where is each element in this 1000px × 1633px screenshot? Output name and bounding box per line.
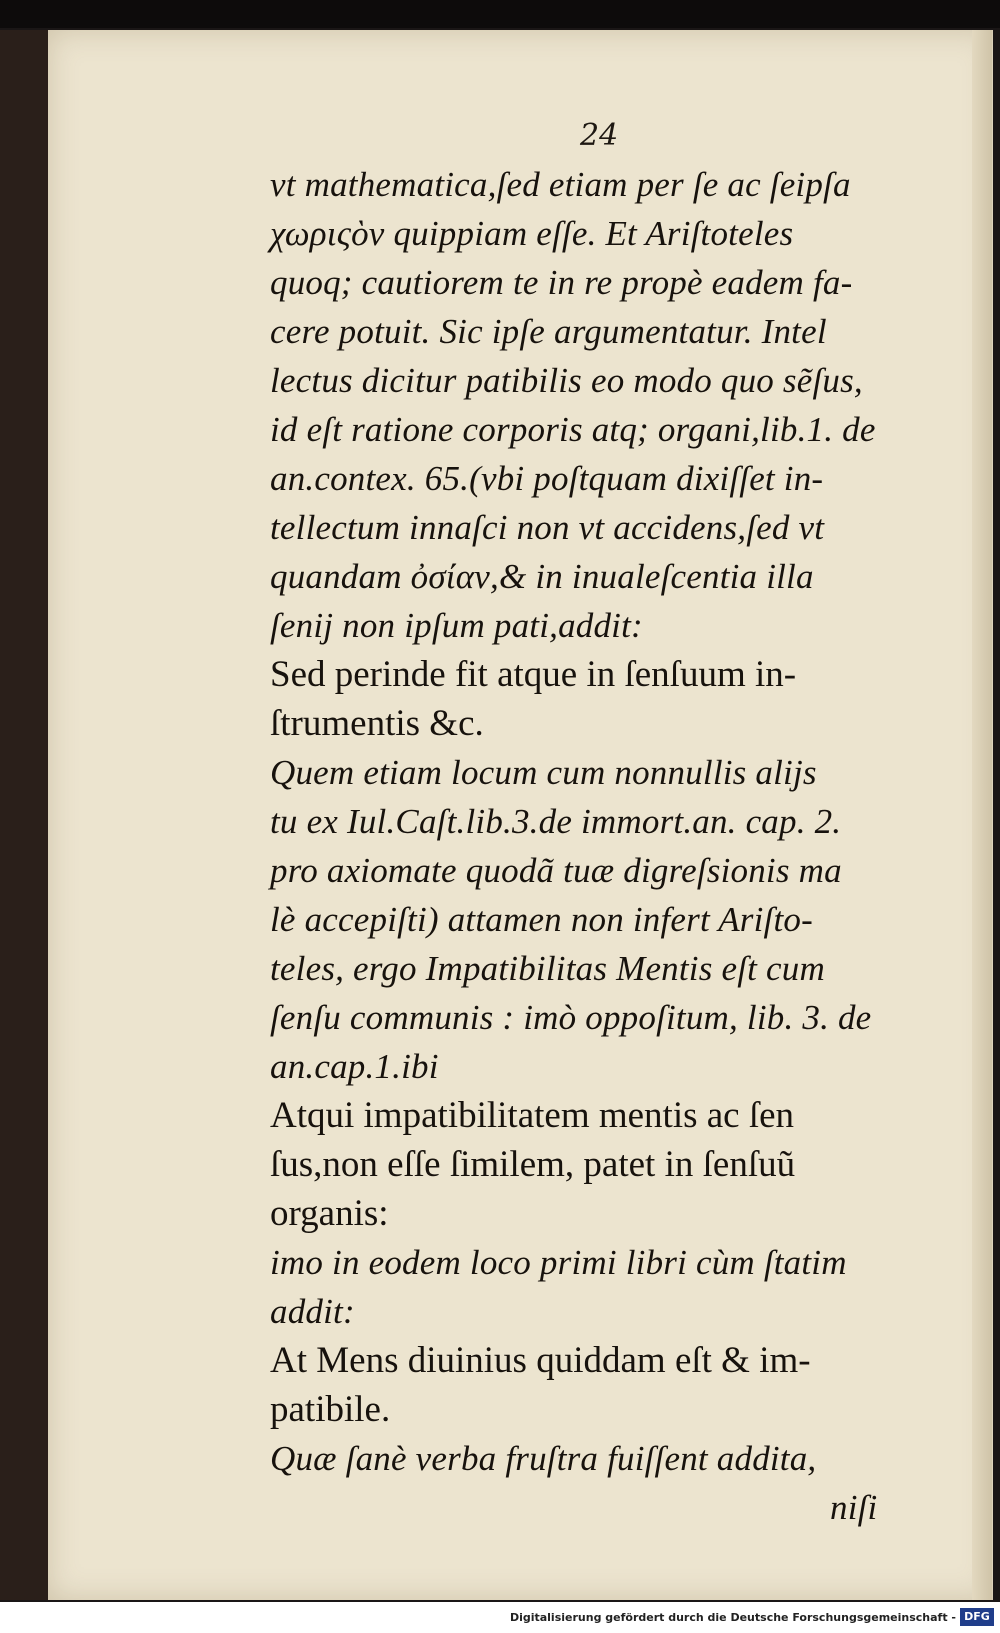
text-line: addit: <box>270 1292 355 1331</box>
scanner-top-edge <box>0 0 1000 28</box>
page-number: 24 <box>580 118 619 153</box>
quotation-line: ſus,non eſſe ſimilem, patet in ſenſuũ <box>270 1144 796 1185</box>
text-line: ſenſu communis : imò oppoſitum, lib. 3. de <box>270 998 872 1037</box>
text-line: lectus dicitur patibilis eo modo quo sẽſus, <box>270 361 863 400</box>
quotation-line: ſtrumentis &c. <box>270 703 484 744</box>
text-line: lè accepiſti) attamen non infert Ariſto- <box>270 900 813 939</box>
text-line: ſenij non ipſum pati,addit: <box>270 606 643 645</box>
text-line: tellectum innaſci non vt accidens,ſed vt <box>270 508 825 547</box>
digitization-footer <box>0 1602 1000 1633</box>
text-line: quandam ὀσίαν,& in inualeſcentia illa <box>270 557 814 596</box>
quotation-line: Sed perinde fit atque in ſenſuum in- <box>270 654 797 695</box>
text-line: an.contex. 65.(vbi poſtquam dixiſſet in- <box>270 459 824 498</box>
page-edge <box>972 30 992 1600</box>
book-gutter <box>0 30 48 1600</box>
text-line: id eſt ratione corporis atq; organi,lib.1. de <box>270 410 876 449</box>
text-line: tu ex Iul.Caſt.lib.3.de immort.an. cap. 2. <box>270 802 842 841</box>
page-text <box>270 160 930 1532</box>
text-line: pro axiomate quodã tuæ digreſsionis ma <box>270 851 842 890</box>
text-line: quoq; cautiorem te in re propè eadem fa- <box>270 263 853 302</box>
catchword: niſi <box>830 1488 878 1527</box>
text-line: Quæ ſanè verba fruſtra fuiſſent addita, <box>270 1439 817 1478</box>
funding-credit: Digitalisierung gefördert durch die Deutsche Forschungsgemeinschaft - <box>509 1611 956 1624</box>
quotation-line: patibile. <box>270 1389 391 1430</box>
quotation-line: Atqui impatibilitatem mentis ac ſen <box>270 1095 795 1136</box>
text-line: vt mathematica,ſed etiam per ſe ac ſeipſa <box>270 165 851 204</box>
text-line: imo in eodem loco primi libri cùm ſtatim <box>270 1243 847 1282</box>
dfg-logo-icon: DFG <box>960 1608 994 1626</box>
text-line: an.cap.1.ibi <box>270 1047 439 1086</box>
text-line: χωριςὸν quippiam eſſe. Et Ariſtoteles <box>270 214 794 253</box>
text-line: cere potuit. Sic ipſe argumentatur. Intel <box>270 312 827 351</box>
quotation-line: organis: <box>270 1193 389 1234</box>
quotation-line: At Mens diuinius quiddam eſt & im- <box>270 1340 811 1381</box>
text-line: Quem etiam locum cum nonnullis alijs <box>270 753 817 792</box>
text-line: teles, ergo Impatibilitas Mentis eſt cum <box>270 949 825 988</box>
